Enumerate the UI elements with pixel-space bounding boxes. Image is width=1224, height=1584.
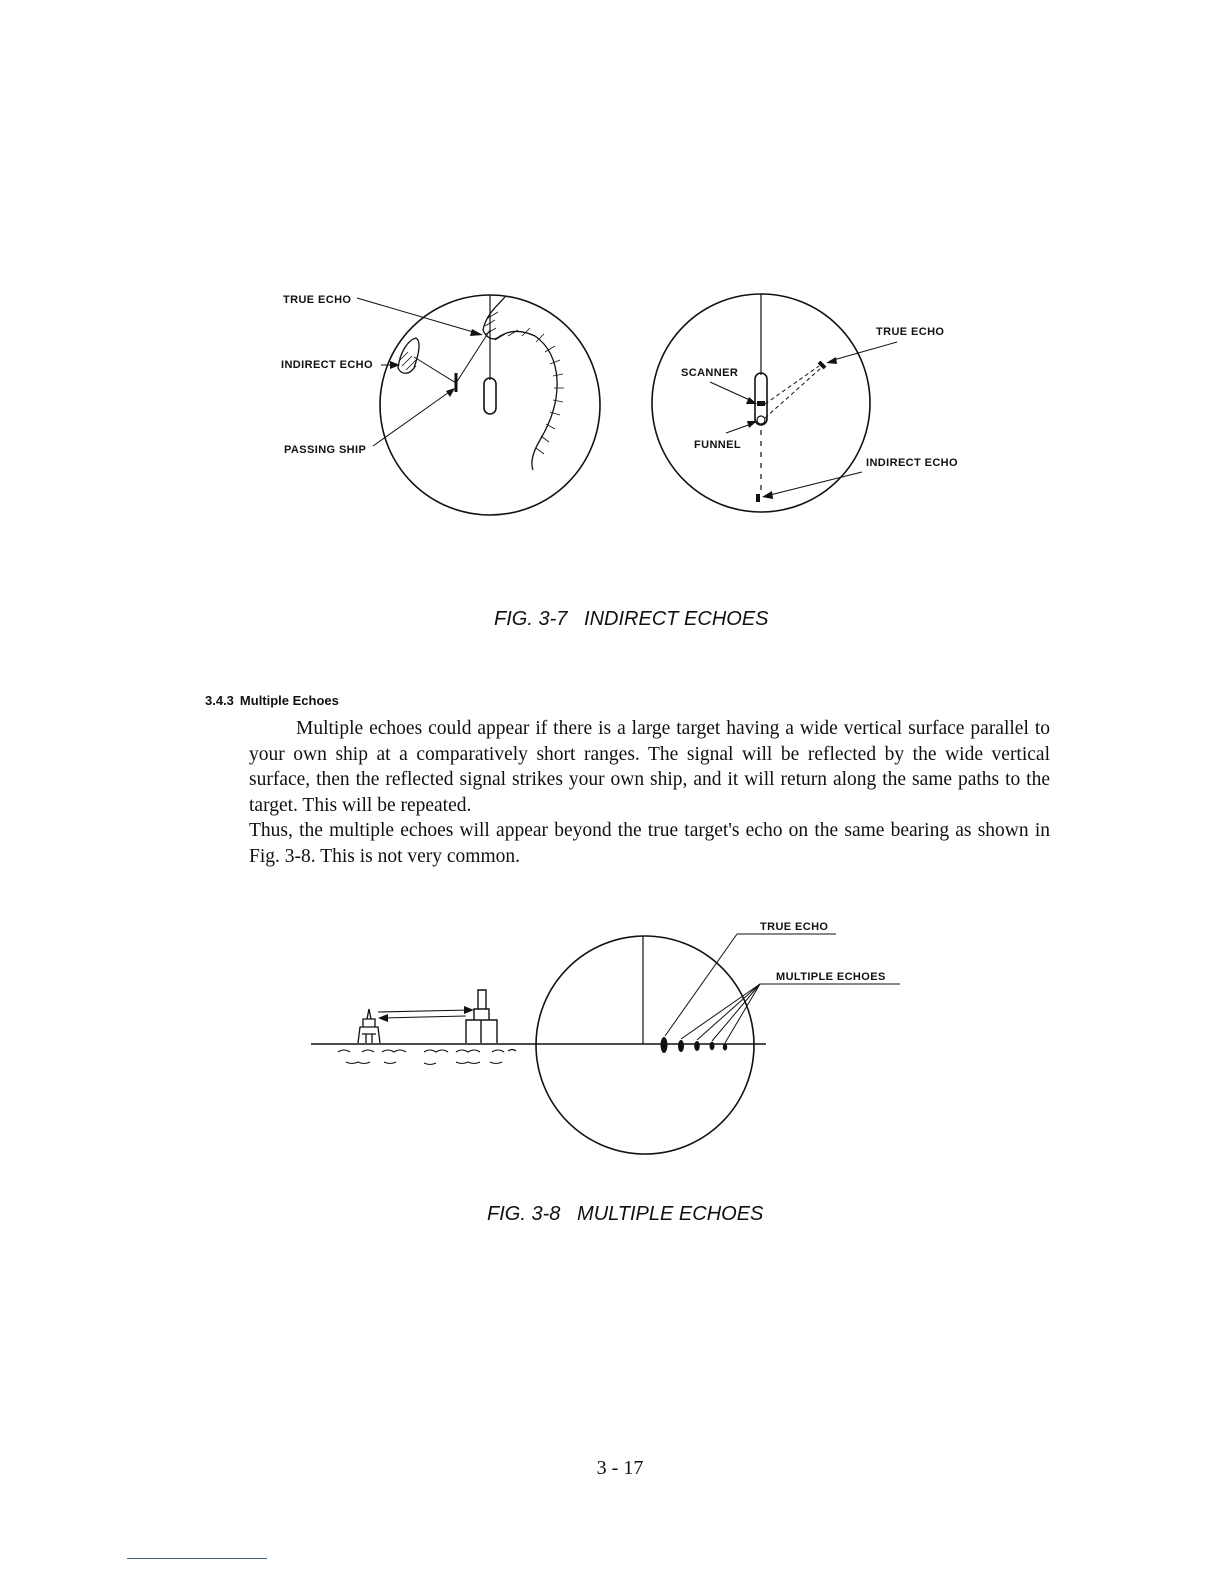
leader-true-echo: [357, 298, 480, 334]
large-target-structure: [466, 990, 497, 1043]
sea-waves: [338, 1050, 516, 1065]
section-body: [249, 716, 1050, 869]
label-true-echo-fig38: TRUE ECHO: [760, 921, 829, 933]
label-multiple-echoes: MULTIPLE ECHOES: [776, 971, 886, 983]
section-title: Multiple Echoes: [239, 693, 339, 708]
leader-multi-4: [725, 984, 760, 1043]
multiple-echo-blip-1: [678, 1040, 684, 1052]
fig38-diagram: [300, 910, 920, 1170]
fig38-caption-number: FIG. 3-8: [487, 1203, 561, 1225]
multiple-echo-blip-4: [723, 1044, 727, 1051]
leader-indirect-echo-right: [766, 472, 862, 496]
ppi-circle-fig38: [536, 936, 754, 1154]
section-heading: [205, 693, 339, 708]
scanner-mark: [757, 401, 765, 406]
reflection-path-return: [382, 1016, 466, 1018]
path-passing-to-indirect: [414, 357, 456, 383]
leader-true-echo-fig38-diag: [665, 934, 737, 1036]
label-true-echo-left: TRUE ECHO: [283, 294, 352, 306]
leader-scanner: [710, 382, 754, 402]
own-ship-marker: [484, 378, 496, 414]
body-paragraph-1: Multiple echoes could appear if there is a large target having a wide vertical surface parallel to your own ship at a comparatively short ranges. The signal will be reflected by the wide vertical surface, then the reflected signal strikes your own ship, and it will return along the same paths to the target. This will be repeated.: [249, 718, 1050, 816]
label-passing-ship: PASSING SHIP: [284, 444, 367, 456]
leader-true-echo-right: [830, 342, 897, 361]
label-funnel: FUNNEL: [694, 439, 742, 451]
leader-passing-ship: [373, 390, 452, 446]
multiple-echo-blip-2: [694, 1041, 700, 1051]
coastline-hatching: [485, 312, 564, 454]
arrowhead-funnel: [747, 421, 757, 428]
label-true-echo-right: TRUE ECHO: [876, 326, 945, 338]
arrowhead-indirect-echo-right: [762, 491, 773, 499]
arrowhead-passing-ship: [446, 388, 455, 397]
fig38-caption: [487, 1203, 763, 1226]
section-number: 3.4.3: [205, 693, 234, 708]
multiple-echo-blip-3: [710, 1042, 715, 1050]
label-indirect-echo-right: INDIRECT ECHO: [866, 457, 958, 469]
arrowhead-true-echo: [470, 329, 483, 336]
fig37-caption: [494, 608, 769, 631]
path-scanner-to-true: [765, 366, 819, 404]
arrowhead-outbound: [464, 1006, 474, 1014]
fig37-left-diagram: [270, 280, 610, 530]
true-echo-mark: [819, 362, 825, 368]
reflection-path-outbound: [378, 1010, 470, 1012]
own-ship-side-view: [358, 1009, 380, 1043]
footer-rule: [127, 1558, 267, 1559]
page-number: 3 - 17: [596, 1457, 644, 1479]
funnel-mark: [757, 416, 765, 424]
fig37-right-diagram: [640, 280, 980, 520]
body-paragraph-2: Thus, the multiple echoes will appear beyond the true target's echo on the same bearing as shown in Fig. 3-8. This is not very common.: [249, 820, 1050, 867]
label-scanner: SCANNER: [681, 367, 739, 379]
arrowhead-true-echo-right: [826, 357, 837, 364]
fig38-caption-title: MULTIPLE ECHOES: [577, 1203, 764, 1225]
leader-multi-2: [697, 984, 760, 1040]
label-indirect-echo-left: INDIRECT ECHO: [281, 359, 373, 371]
arrowhead-return: [378, 1014, 388, 1022]
true-echo-blip: [661, 1037, 668, 1053]
fig37-caption-title: INDIRECT ECHOES: [584, 608, 769, 630]
path-ship-to-coast: [456, 330, 490, 383]
fig37-caption-number: FIG. 3-7: [494, 608, 568, 630]
coastline: [483, 297, 557, 470]
path-funnel-to-true: [765, 368, 821, 418]
